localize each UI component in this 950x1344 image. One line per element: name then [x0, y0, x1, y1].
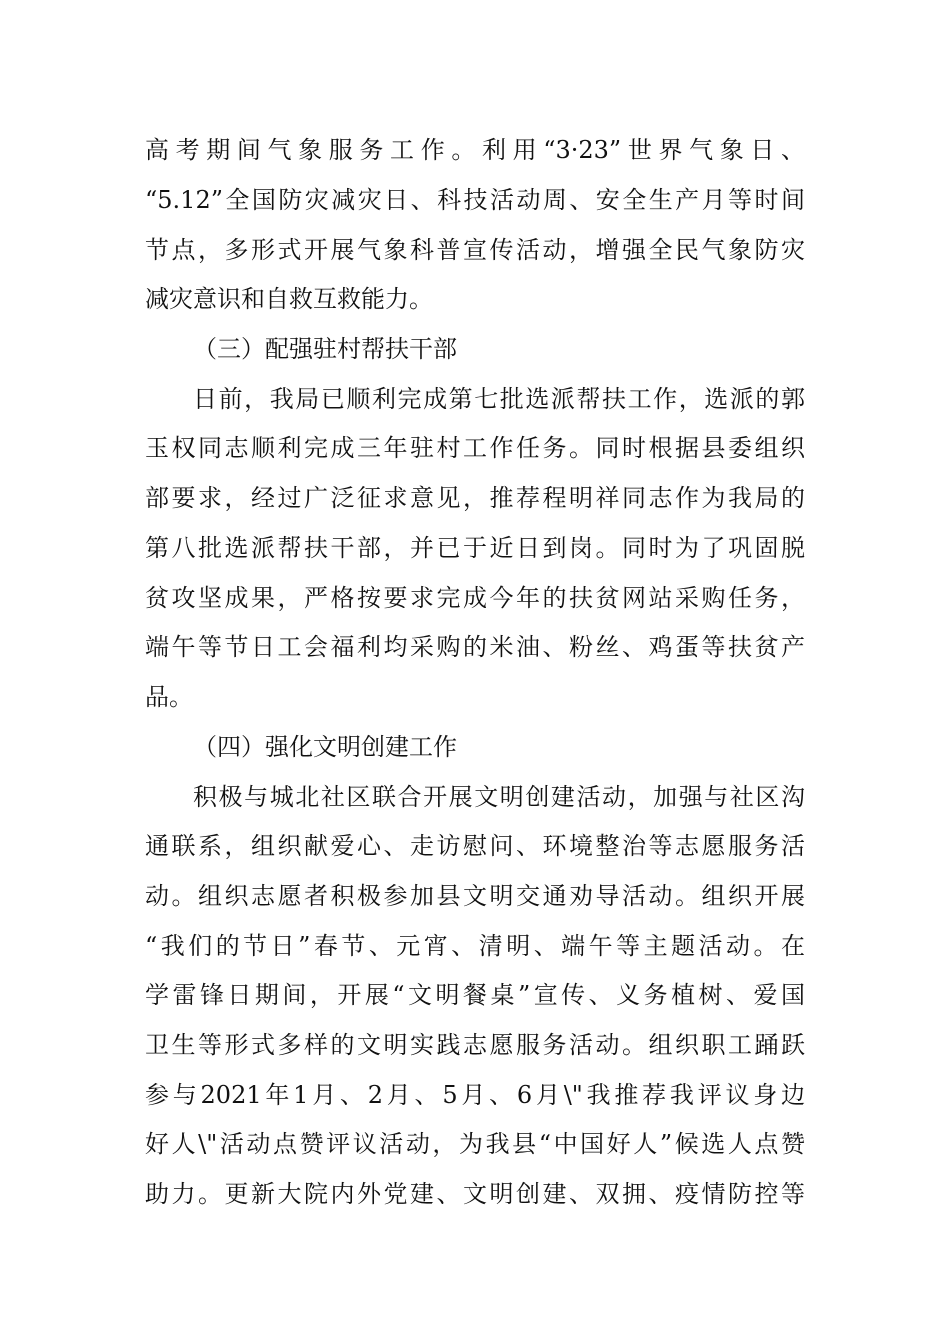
text-line: 减灾意识和自救互救能力。 — [145, 285, 433, 313]
section-heading-4: （四）强化文明创建工作 — [193, 733, 457, 761]
section-heading-3: （三）配强驻村帮扶干部 — [193, 335, 457, 363]
text-line: 通联系，组织献爱心、走访慰问、环境整治等志愿服务活 — [145, 832, 805, 860]
text-line: 积极与城北社区联合开展文明创建活动，加强与社区沟 — [193, 783, 805, 811]
text-line: 节点，多形式开展气象科普宣传活动，增强全民气象防灾 — [145, 236, 805, 264]
text-line: 贫攻坚成果，严格按要求完成今年的扶贫网站采购任务， — [145, 584, 805, 612]
text-line: 动。组织志愿者积极参加县文明交通劝导活动。组织开展 — [145, 882, 805, 910]
text-line: 日前，我局已顺利完成第七批选派帮扶工作，选派的郭 — [193, 385, 805, 413]
text-line: 部要求，经过广泛征求意见，推荐程明祥同志作为我局的 — [145, 484, 805, 512]
text-line: 玉权同志顺利完成三年驻村工作任务。同时根据县委组织 — [145, 434, 805, 462]
text-line: 助力。更新大院内外党建、文明创建、双拥、疫情防控等 — [145, 1180, 805, 1208]
text-line: 学雷锋日期间，开展“文明餐桌”宣传、义务植树、爱国 — [145, 981, 805, 1009]
text-line: 好人\"活动点赞评议活动，为我县“中国好人”候选人点赞 — [145, 1130, 805, 1158]
text-line: 端午等节日工会福利均采购的米油、粉丝、鸡蛋等扶贫产 — [145, 633, 805, 661]
text-line: “5.12”全国防灾减灾日、科技活动周、安全生产月等时间 — [145, 186, 805, 214]
text-line: 第八批选派帮扶干部，并已于近日到岗。同时为了巩固脱 — [145, 534, 805, 562]
text-line: 卫生等形式多样的文明实践志愿服务活动。组织职工踊跃 — [145, 1031, 805, 1059]
text-line: “我们的节日”春节、元宵、清明、端午等主题活动。在 — [145, 932, 805, 960]
text-line: 高考期间气象服务工作。利用“3·23”世界气象日、 — [145, 136, 805, 164]
text-line: 参与2021年1月、2月、5月、6月\"我推荐我评议身边 — [145, 1081, 805, 1109]
text-line: 品。 — [145, 683, 193, 711]
